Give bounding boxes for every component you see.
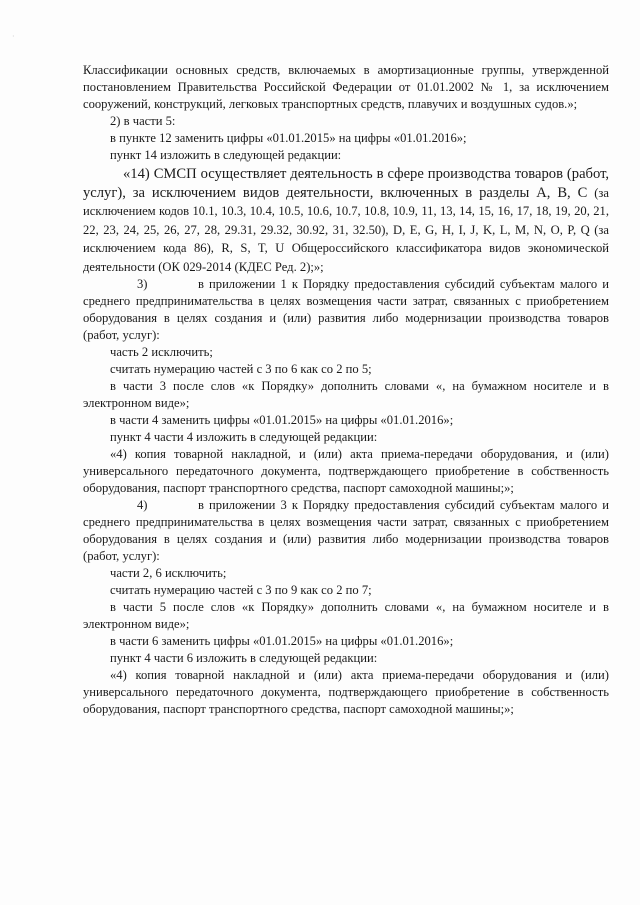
paragraph-part-6-item-4: пункт 4 части 6 изложить в следующей редакции: xyxy=(110,651,378,665)
paragraph-part-4-dates: в части 4 заменить цифры «01.01.2015» на цифры «01.01.2016»; xyxy=(110,413,454,427)
paragraph-part-4-item-4: пункт 4 части 4 изложить в следующей редакции: xyxy=(110,430,378,444)
item-number-3: 3) xyxy=(137,277,148,291)
paragraph-invoice-copy-1: «4) копия товарной накладной, и (или) акта приема-передачи оборудования, и (или) универсального передаточного документа, подтверждающего приобретение в собственность оборудования, паспорт транспортного средства, паспорт самоходной машины;»; xyxy=(83,447,609,495)
document-body xyxy=(83,62,609,718)
paragraph-renumber-3-9: считать нумерацию частей с 3 по 9 как со 2 по 7; xyxy=(110,583,372,597)
appendix-3-text: в приложении 3 к Порядку предоставления субсидий субъектам малого и среднего предпринимательства в целях возмещения части затрат, связанных с приобретением оборудования в целях создания и (или) развития либо модернизации производства товаров (работ, услуг): xyxy=(83,498,609,563)
paragraph-delete-parts-2-6: части 2, 6 исключить; xyxy=(110,566,227,580)
paragraph-part-5-add: в части 5 после слов «к Порядку» дополнить словами «, на бумажном носителе и в электронном виде»; xyxy=(83,600,609,631)
paragraph-part-5: 2) в части 5: xyxy=(110,114,176,128)
item-14-head: «14) СМСП осуществляет деятельность в сфере производства товаров (работ, услуг), за исключением видов деятельности, включенных в разделы A, B, C xyxy=(83,166,609,201)
appendix-1-text: в приложении 1 к Порядку предоставления субсидий субъектам малого и среднего предпринимательства в целях возмещения части затрат, связанных с приобретением оборудования в целях создания и (или) развития либо модернизации производства товаров (работ, услуг): xyxy=(83,277,609,342)
paragraph-appendix-3 xyxy=(83,497,609,565)
paragraph-item-14-intro: пункт 14 изложить в следующей редакции: xyxy=(110,148,342,162)
paragraph-renumber-3-6: считать нумерацию частей с 3 по 6 как со 2 по 5; xyxy=(110,362,372,376)
paragraph-invoice-copy-2: «4) копия товарной накладной и (или) акта приема-передачи оборудования и (или) универсального передаточного документа, подтверждающего приобретение в собственность оборудования, паспорт транспортного средства, паспорт самоходной машины;»; xyxy=(83,668,609,716)
paragraph-item-14-text xyxy=(83,165,609,276)
item-14-codes: (за исключением кодов 10.1, 10.3, 10.4, 10.5, 10.6, 10.7, 10.8, 10.9, 11, 13, 14, 15, 16, 17, 18, 19, 20, 21, 22, 23, 24, 25, 26, 27, 28, 29.31, 29.32, 30.92, 31, 32.50), D, E, G, H, I, J, K, L, M, N, O, P, Q (за исключением кода 86), R, S, T, U Общероссийского классификатора видов экономической деятельности (ОК 029-2014 (КДЕС Ред. 2);»; xyxy=(83,185,609,274)
paragraph-appendix-1 xyxy=(83,276,609,344)
paragraph-classification: Классификации основных средств, включаемых в амортизационные группы, утвержденной постановлением Правительства Российской Федерации от 01.01.2002 № 1, за исключением сооружений, конструкций, легковых транспортных средств, плавучих и воздушных судов.»; xyxy=(83,63,609,111)
paragraph-part-3-add: в части 3 после слов «к Порядку» дополнить словами «, на бумажном носителе и в электронном виде»; xyxy=(83,379,609,410)
scan-mark: · xyxy=(12,32,15,41)
paragraph-delete-part-2: часть 2 исключить; xyxy=(110,345,213,359)
item-number-4: 4) xyxy=(137,498,148,512)
paragraph-item-12: в пункте 12 заменить цифры «01.01.2015» на цифры «01.01.2016»; xyxy=(110,131,467,145)
paragraph-part-6-dates: в части 6 заменить цифры «01.01.2015» на цифры «01.01.2016»; xyxy=(110,634,454,648)
